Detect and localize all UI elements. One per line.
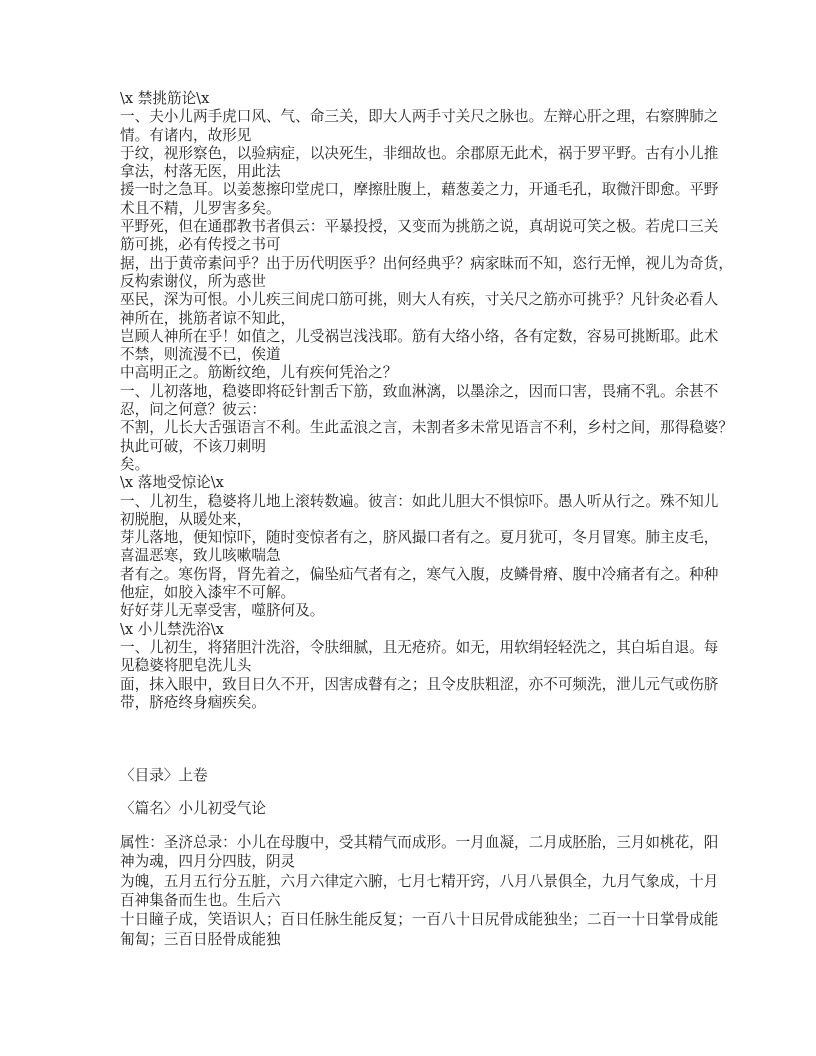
text-line: 一、儿初落地，稳婆即将砭针割舌下筋，致血淋漓，以墨涂之，因而口害，畏痛不乳。余甚不	[120, 382, 719, 400]
document-page	[120, 90, 733, 948]
text-line: 芽儿落地，便知惊吓，随时变惊者有之，脐风撮口者有之。夏月犹可，冬月冒寒。肺主皮毛，	[120, 529, 719, 547]
text-line: 神所在，挑筋者谅不知此，	[120, 309, 296, 327]
text-line: 见稳婆将肥皂洗儿头	[120, 657, 252, 675]
text-line: 面，抹入眼中，致目日久不开，因害成瞽有之；且令皮肤粗涩，亦不可频洗，泄儿元气或伤脐	[120, 675, 719, 693]
text-line: 他症，如胶入漆牢不可解。	[120, 584, 296, 602]
section-shangjuan	[120, 766, 719, 963]
text-line: 属性：圣济总录：小儿在母腹中，受其精气而成形。一月血凝，二月成胚胎，三月如桃花，阳	[120, 833, 719, 851]
text-line: 一、儿初生，将猪胆汁洗浴，令肤细腻，且无疮疥。如无，用软绢轻轻洗之，其白垢自退。每	[120, 638, 719, 656]
text-line: 反构索谢仪，所为惑世	[120, 272, 266, 290]
text-line: 喜温恶寒，致儿咳嗽喘急	[120, 547, 281, 565]
text-line: 术且不精，儿罗害多矣。	[120, 199, 281, 217]
text-line: 一、儿初生，稳婆将儿地上滚转数遍。彼言：如此儿胆大不惧惊吓。愚人听从行之。殊不知儿	[120, 492, 719, 510]
toc-heading: 〈目录〉上卷	[120, 767, 208, 784]
attribute-paragraph	[120, 833, 719, 949]
text-line: 巫民，深为可恨。小儿疾三间虎口筋可挑，则大人有疾，寸关尺之筋亦可挑乎？凡针灸必看人	[120, 291, 719, 309]
text-line: 筋可挑，必有传授之书可	[120, 236, 281, 254]
text-line: 拿法，村落无医，用此法	[120, 163, 281, 181]
text-line: 平野死，但在通郡教书者俱云：平暴投授，又变而为挑筋之说，真胡说可笑之极。若虎口三关	[120, 218, 719, 236]
text-line: 岂顾人神所在乎！如值之，儿受祸岂浅浅耶。筋有大络小络，各有定数，容易可挑断耶。此术	[120, 327, 719, 345]
text-line: 神为魂，四月分四肢，阴灵	[120, 853, 296, 871]
text-line: 援一时之急耳。以姜葱擦印堂虎口，摩擦肚腹上，藉葱姜之力，开通毛孔，取微汗即愈。平野	[120, 181, 719, 199]
text-line: 好好芽儿无辜受害，噬脐何及。	[120, 602, 325, 620]
text-line: 一、夫小儿两手虎口风、气、命三关，即大人两手寸关尺之脉也。左辩心肝之理，右察脾肺之	[120, 108, 719, 126]
text-line: 于纹，视形察色，以验病症，以决死生，非细故也。余郡原无此术，祸于罗平野。古有小儿推	[120, 144, 719, 162]
text-line: \x 小儿禁洗浴\x	[120, 620, 224, 638]
text-line: 不割，儿长大舌强语言不利。生此孟浪之言，未割者多未常见语言不利，乡村之间，那得稳婆？	[120, 419, 733, 437]
text-line: 据，出于黄帝素问乎？出于历代明医乎？出何经典乎？病家昧而不知，恣行无惮，视儿为奇货，	[120, 254, 733, 272]
text-line: 匍匐；三百日胫骨成能独	[120, 930, 281, 948]
text-line: \x 禁挑筋论\x	[120, 90, 210, 107]
text-line: 带，脐疮终身痼疾矣。	[120, 693, 266, 711]
text-line: \x 落地受惊论\x	[120, 474, 224, 492]
chapter-title: 〈篇名〉小儿初受气论	[120, 800, 266, 818]
text-line: 百神集备而生也。生后六	[120, 892, 281, 910]
text-line: 不禁，则流漫不已，俟道	[120, 346, 281, 364]
text-line: 者有之。寒伤肾，肾先着之，偏坠疝气者有之，寒气入腹，皮鳞骨瘠、腹中冷痛者有之。种种	[120, 565, 719, 583]
text-line: 为魄，五月五行分五脏，六月六律定六腑，七月七精开窍，八月八景俱全，九月气象成，十月	[120, 872, 719, 890]
text-line: 执此可破，不该刀刺明	[120, 437, 266, 455]
text-line: 情。有诸内，故形见	[120, 126, 252, 144]
text-line: 中高明正之。筋断纹绝，儿有疾何凭治之？	[120, 364, 398, 382]
section-jintiaojin	[120, 90, 733, 712]
text-line: 十日瞳子成，笑语识人；百日任脉生能反复；一百八十日尻骨成能独坐；二百一十日掌骨成能	[120, 911, 719, 929]
text-line: 初脱胞，从暖处来，	[120, 510, 252, 528]
text-line: 矣。	[120, 455, 150, 473]
text-line: 忍，问之何意？彼云：	[120, 401, 266, 419]
